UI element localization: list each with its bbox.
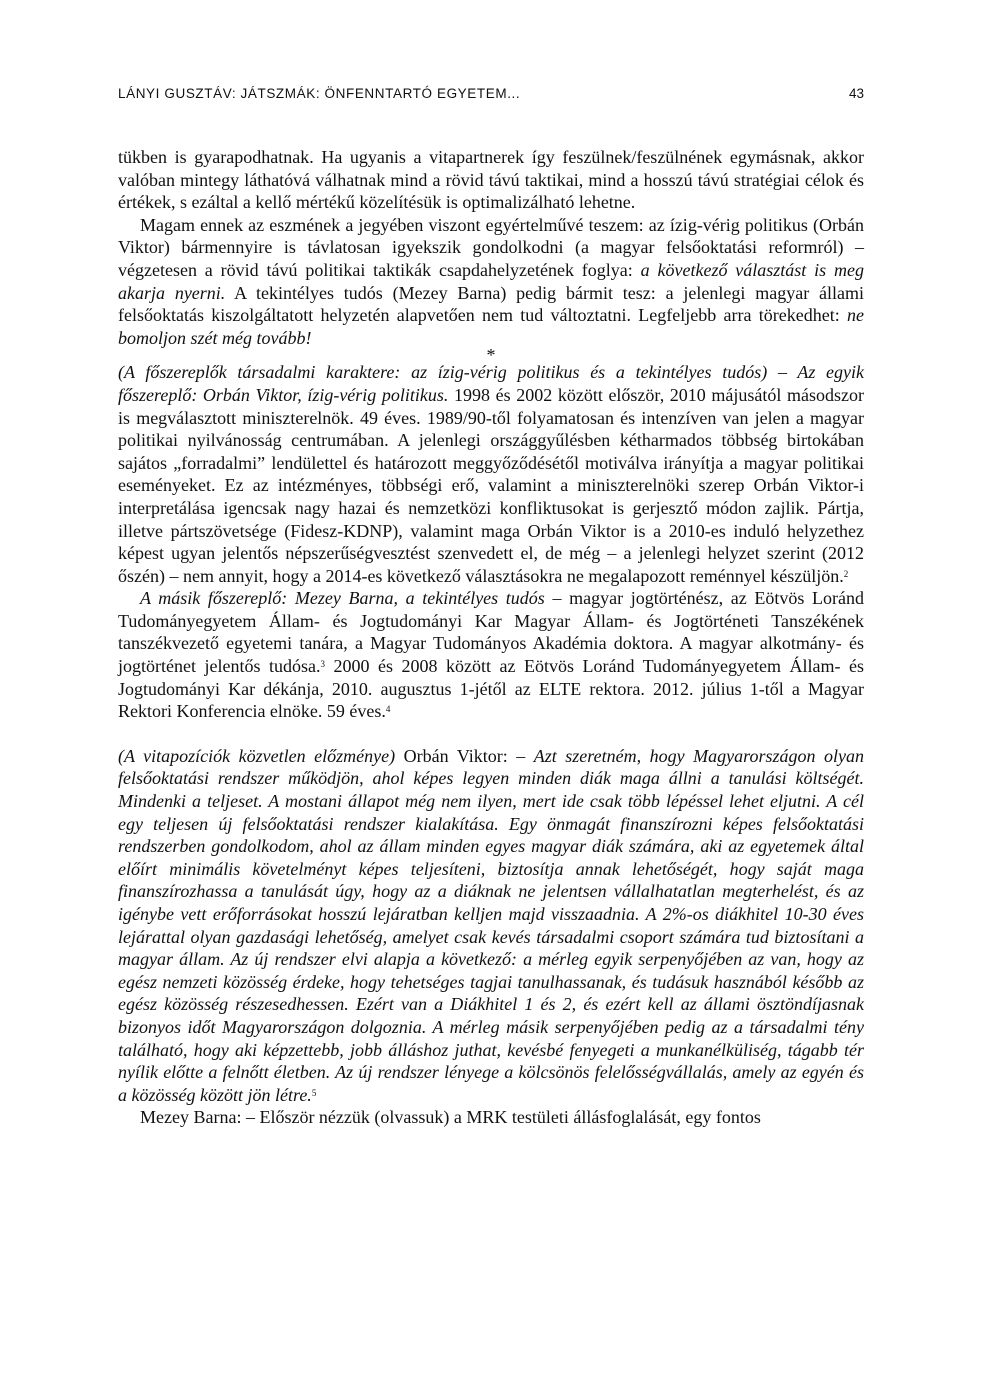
running-title: LÁNYI GUSZTÁV: JÁTSZMÁK: ÖNFENNTARTÓ EGYETEM... (118, 86, 521, 101)
paragraph-2-text-b: A tekintélyes tudós (Mezey Barna) pedig bármit tesz: a jelenlegi magyar állami felsőoktatás kiszolgáltatott helyzetén alapvetően nem tud változtatni. Legfeljebb arra törekedhet: (118, 282, 864, 326)
paragraph-2-italic-a: a következő választást is meg akarja nyerni. (118, 259, 865, 303)
paragraph-4-text-b: 2000 és 2008 között az Eötvös Loránd Tudományegyetem Állam- és Jogtudományi Kar dékánja, 2010. augusztus 1-jétől az ELTE rektora. 2012. július 1-től a Magyar Rektori Konferencia elnöke. 59 éves. (118, 656, 864, 722)
paragraph-3 (118, 361, 864, 587)
paragraph-4 (118, 587, 864, 723)
paragraph-5-text-a: Orbán Viktor: – (395, 745, 534, 766)
section-separator: * (486, 345, 496, 366)
paragraph-3-italic-a: (A főszereplők társadalmi karaktere: az ízig-vérig politikus és a tekintélyes tudós) – Az egyik főszereplő: Orbán Viktor, ízig-vérig politikus. (118, 362, 864, 405)
footnote-ref-4[interactable]: 4 (385, 704, 391, 715)
footnote-ref-3[interactable]: 3 (320, 659, 325, 670)
paragraph-1-text: tükben is gyarapodhatnak. Ha ugyanis a vitapartnerek így feszülnek/feszülnének egymásnak, akkor valóban mintegy láthatóvá válhatnak mind a rövid távú taktikai, mind a hosszú távú stratégiai célok és értékek, s ezáltal a kellő mértékű közelítésük is optimalizálható lehetne. (118, 147, 864, 213)
footnote-ref-5[interactable]: 5 (311, 1087, 317, 1098)
paragraph-2-italic-b: ne bomoljon szét még tovább! (118, 305, 864, 348)
paragraph-5-italic-a: (A vitapozíciók közvetlen előzménye) (118, 745, 396, 766)
paragraph-6-text: Mezey Barna: – Először nézzük (olvassuk) a MRK testületi állásfoglalását, egy fontos (140, 1107, 761, 1128)
running-header (118, 86, 864, 101)
paragraph-2-text-a: Magam ennek az eszmének a jegyében viszont egyértelművé teszem: az ízig-vérig politikus (Orbán Viktor) bármennyire is távlatosan igyekszik gondolkodni (a magyar felsőoktatási reformról) – végzetesen a rövid távú politikai taktikák csapdahelyzetének foglya: (118, 214, 864, 280)
paragraph-6 (118, 1106, 864, 1129)
paragraph-5 (118, 745, 864, 1107)
paragraph-1 (118, 146, 864, 214)
paragraph-2 (118, 214, 864, 350)
paragraph-5-italic-b: Azt szeretném, hogy Magyarországon olyan felsőoktatási rendszer működjön, ahol képes legyen minden diák maga állni a tanulási költségét. Mindenki a teljeset. A mostani állapot még nem ilyen, mert ide csak több lépéssel lehet eljutni. A cél egy teljesen új felsőoktatási rendszer kialakítása. Egy önmagát finanszírozni képes felsőoktatási rendszerben gondolkodom, ahol az állam minden egyes magyar diák számára, aki az egyetemek által előírt minimális követelményt képes teljesíteni, biztosítja annak lehetőségét, hogy saját maga finanszírozhassa a tanulását úgy, hogy az a diáknak ne jelentsen vállalhatatlan megterhelést, és az igénybe vett erőforrásokat hosszú lejáratban kelljen majd visszaadnia. A 2%-os diákhitel 10-30 éves lejárattal olyan gazdasági lehetőség, amelyet csak kevés társadalmi csoport számára tud biztosítani a magyar állam. Az új rendszer elvi alapja a következő: a mérleg egyik serpenyőjében az van, hogy az egész nemzeti közösség érdeke, hogy tehetséges tagjai tanulhassanak, és tudásuk hasznából később az egész közösség részesedhessen. Ezért van a Diákhitel 1 és 2, és ezért kell az állami ösztöndíjasnak bizonyos időt Magyarországon dolgoznia. A mérleg másik serpenyőjében pedig az a társadalmi tény található, hogy aki képzettebb, jobb álláshoz juthat, kevésbé fenyegeti a munkanélküliség, tágabb tér nyílik előtte a felnőtt életben. Az új rendszer lényege a kölcsönös felelősségvállalás, amely az egyén és a közösség között jön létre. (118, 745, 864, 1105)
page-number: 43 (848, 86, 864, 101)
body-text (118, 146, 864, 1129)
paragraph-3-text-a: 1998 és 2002 között először, 2010 májusától másodszor is megválasztott miniszterelnök. 49 éves. 1989/90-től folyamatosan és intenzíven van jelen a magyar politikai nyilvánosság centrumában. A jelenlegi országgyűlésben kétharmados többség birtokában sajátos „forradalmi” lendülettel és határozott meggyőződésétől motiválva irányítja a magyar politikai eseményeket. Ez az intézményes, többségi erő, valamint a miniszterelnöki szerep Orbán Viktor-i interpretálása igencsak nagy hazai és nemzetközi konfliktusokat is gerjesztő módon zajlik. Pártja, illetve pártszövetsége (Fidesz-KDNP), valamint maga Orbán Viktor is a 2010-es induló helyzethez képest ugyan jelentős népszerűségvesztést szenvedett el, de még – a jelenlegi helyzet szerint (2012 őszén) – nem annyit, hogy a 2014-es következő választásokra ne megalapozott reménnyel készüljön. (118, 384, 864, 586)
paragraph-4-text-a: – magyar jogtörténész, az Eötvös Loránd Tudományegyetem Állam- és Jogtudományi Kar Magyar Állam- és Jogtörténeti Tanszékének tanszékvezető egyetemi tanára, a Magyar Tudományos Akadémia doktora. A magyar alkotmány- és jogtörténet jelentős tudósa. (118, 588, 865, 677)
footnote-ref-2[interactable]: 2 (843, 568, 849, 579)
paragraph-4-italic-a: A másik főszereplő: Mezey Barna, a tekintélyes tudós (140, 588, 545, 609)
